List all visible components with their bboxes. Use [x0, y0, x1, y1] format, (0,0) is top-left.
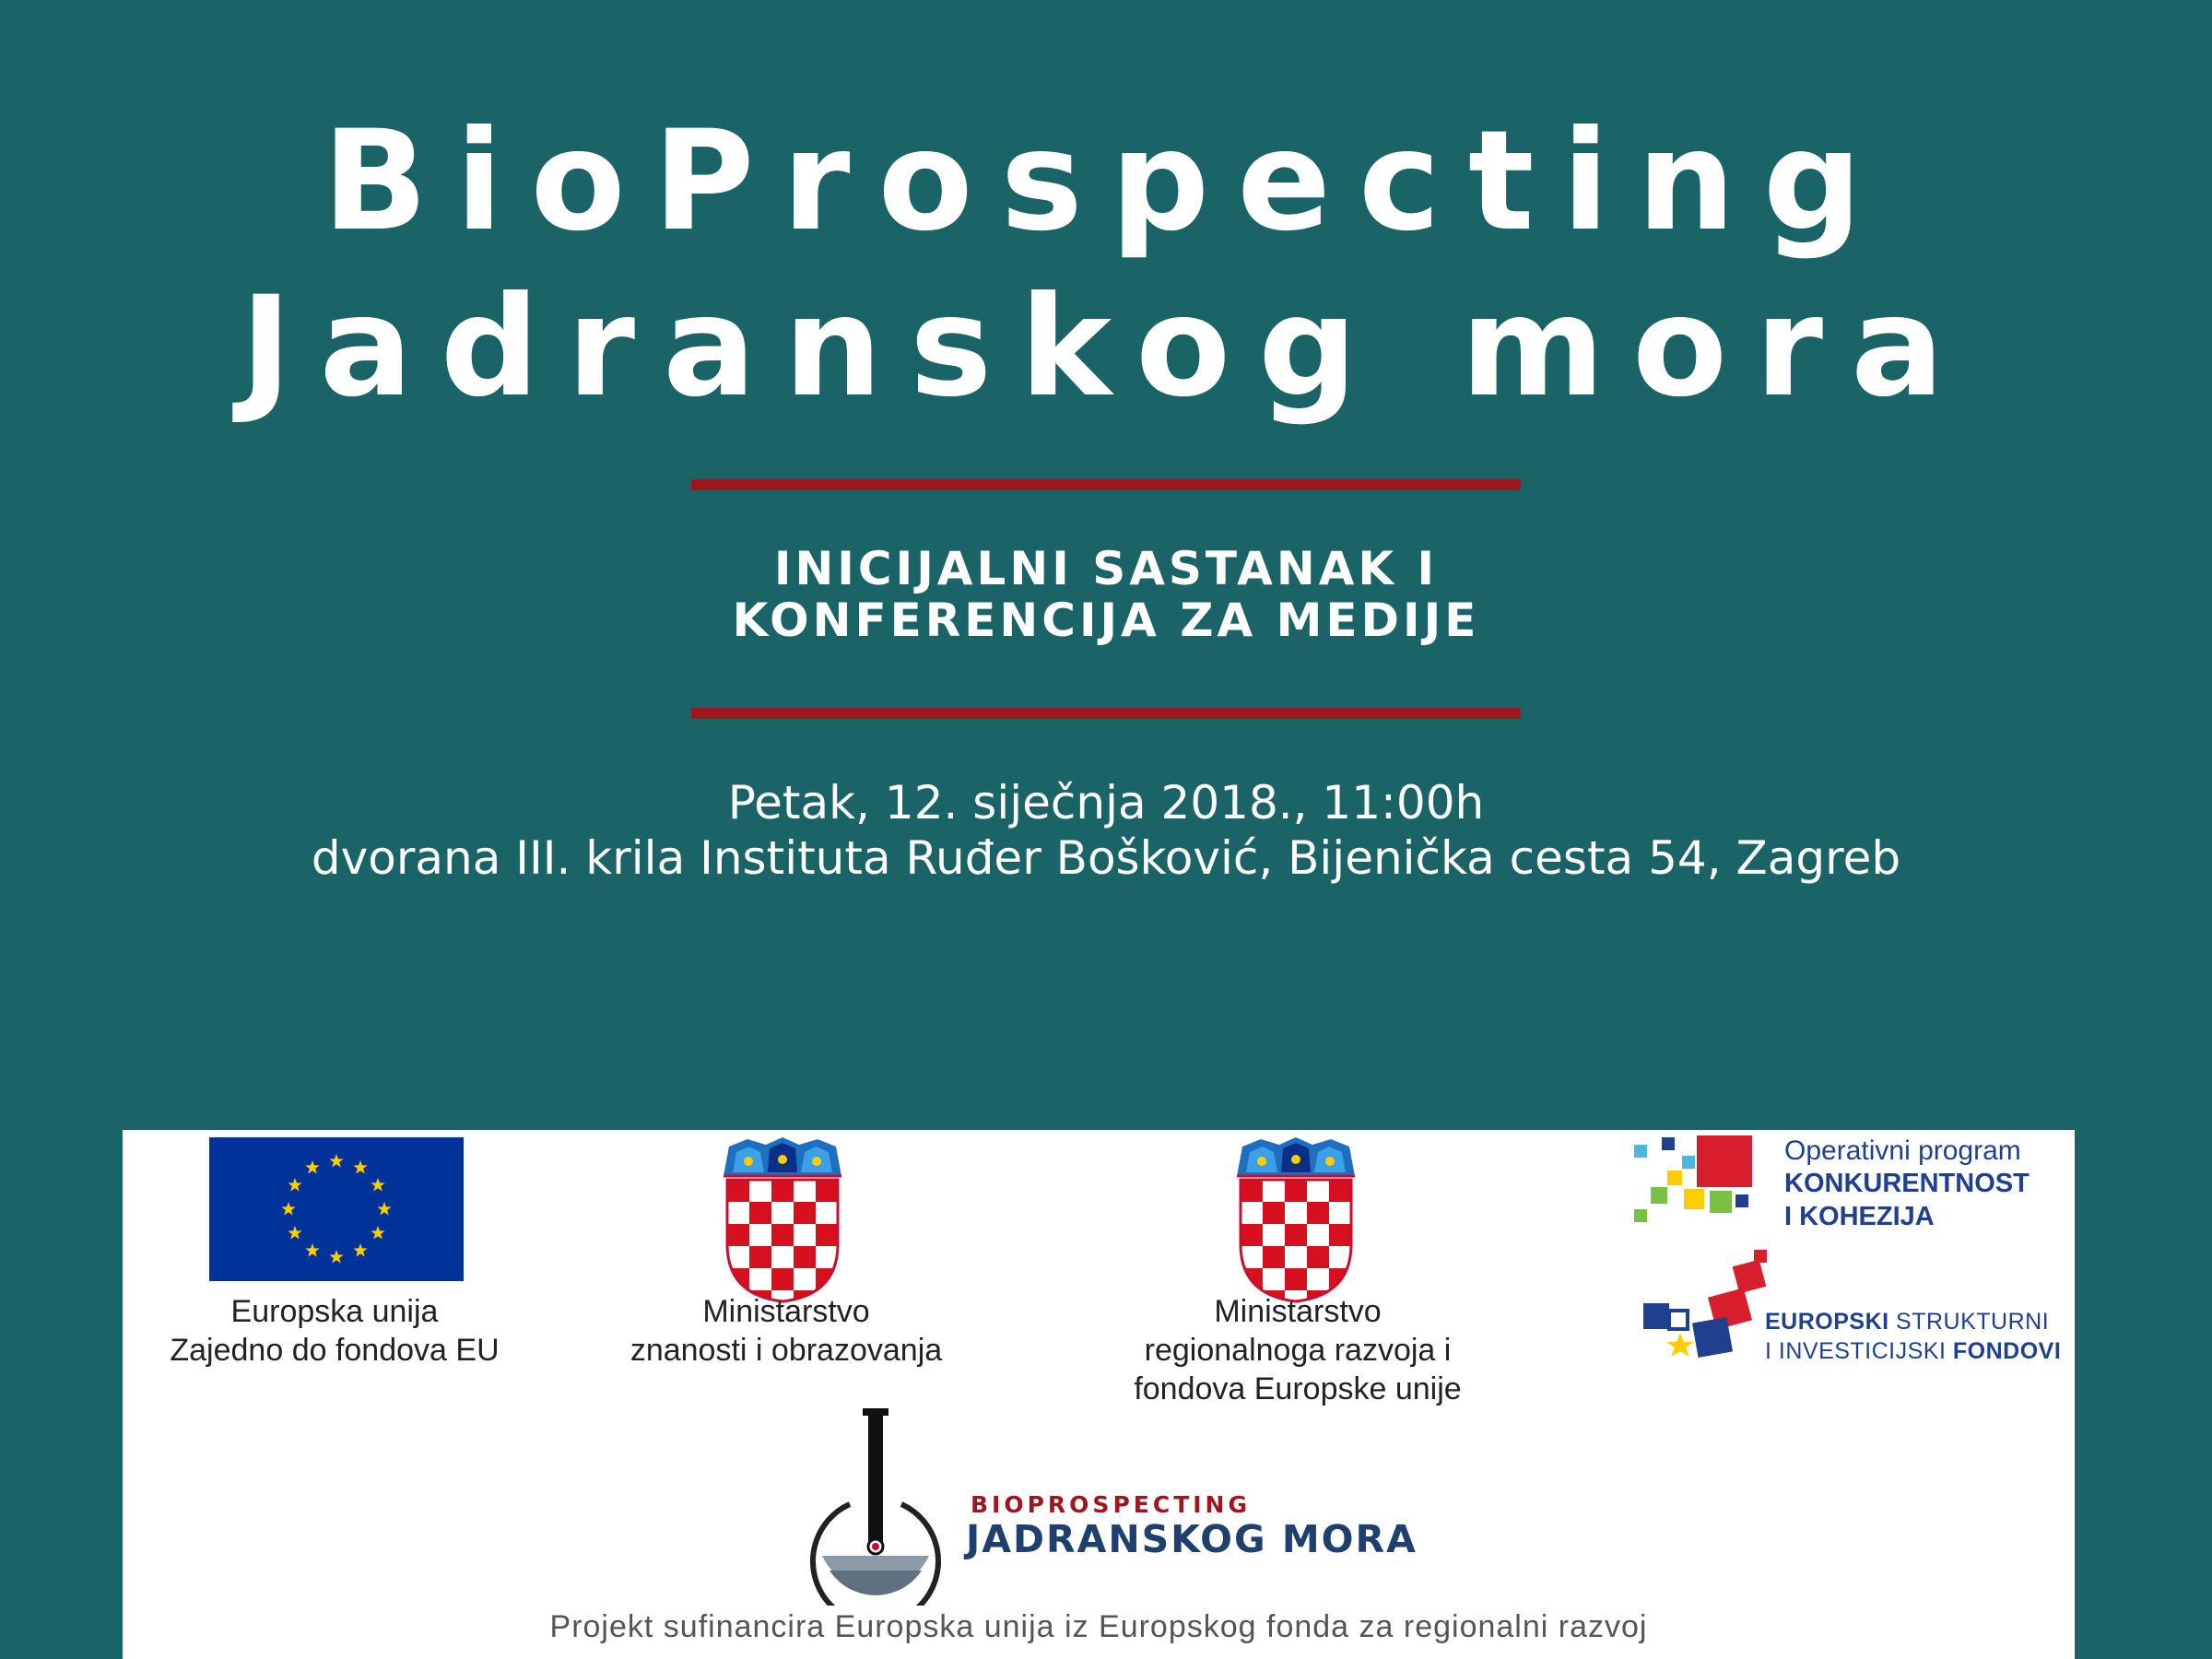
structural-funds-line2 — [1765, 1340, 2061, 1363]
op-line1: Operativni program — [1784, 1135, 2021, 1166]
structural-funds-line2-rest: I INVESTICIJSKI — [1765, 1338, 1947, 1364]
project-logo-line2: JADRANSKOG MORA — [966, 1517, 1418, 1561]
operational-program-squares-icon — [1634, 1135, 1763, 1237]
ministry-science-line2: znanosti i obrazovanja — [629, 1333, 943, 1368]
logo-panel — [123, 1130, 2075, 1659]
top-divider — [691, 479, 1521, 490]
structural-funds-line1 — [1765, 1311, 2049, 1334]
ministry-science-caption — [602, 1292, 971, 1370]
eu-caption — [123, 1292, 547, 1370]
project-flask-logo-icon — [802, 1408, 949, 1606]
subtitle-line1: INICIJALNI SASTANAK I — [773, 542, 1439, 595]
event-venue: dvorana III. krila Instituta Ruđer Bošković, Bijenička cesta 54, Zagreb — [311, 831, 1901, 885]
op-line2: KONKURENTNOST — [1784, 1169, 2030, 1198]
project-logo-line1: BIOPROSPECTING — [971, 1491, 1251, 1518]
structural-funds-line1-rest: STRUKTURNI — [1896, 1309, 2050, 1335]
structural-funds-icon — [1643, 1250, 1772, 1370]
ministry-regional-line1: Ministarstvo — [1214, 1294, 1382, 1329]
op-line3: I KOHEZIJA — [1784, 1202, 1935, 1231]
croatian-coat-of-arms-icon — [1233, 1135, 1359, 1307]
ministry-regional-line2: regionalnoga razvoja i — [1144, 1333, 1452, 1368]
structural-funds-line2-bold: FONDOVI — [1952, 1338, 2062, 1364]
event-title-line1: BioProspecting — [322, 101, 1890, 262]
eu-flag-icon — [209, 1137, 464, 1281]
croatian-coat-of-arms-icon — [720, 1135, 845, 1307]
subtitle-line2: KONFERENCIJA ZA MEDIJE — [732, 594, 1480, 647]
bottom-divider — [691, 708, 1521, 719]
ministry-regional-line3: fondova Europske unije — [1134, 1371, 1462, 1406]
ministry-science-line1: Ministarstvo — [702, 1294, 870, 1329]
eu-caption-line1: Europska unija — [230, 1294, 439, 1329]
cofinancing-footer: Projekt sufinancira Europska unija iz Europskog fonda za regionalni razvoj — [549, 1609, 1648, 1644]
ministry-regional-caption — [1090, 1292, 1505, 1408]
event-date: Petak, 12. siječnja 2018., 11:00h — [727, 776, 1485, 830]
eu-caption-line2: Zajedno do fondova EU — [170, 1333, 500, 1368]
event-title-line2: Jadranskog mora — [240, 267, 1972, 428]
structural-funds-line1-bold: EUROPSKI — [1765, 1309, 1889, 1335]
